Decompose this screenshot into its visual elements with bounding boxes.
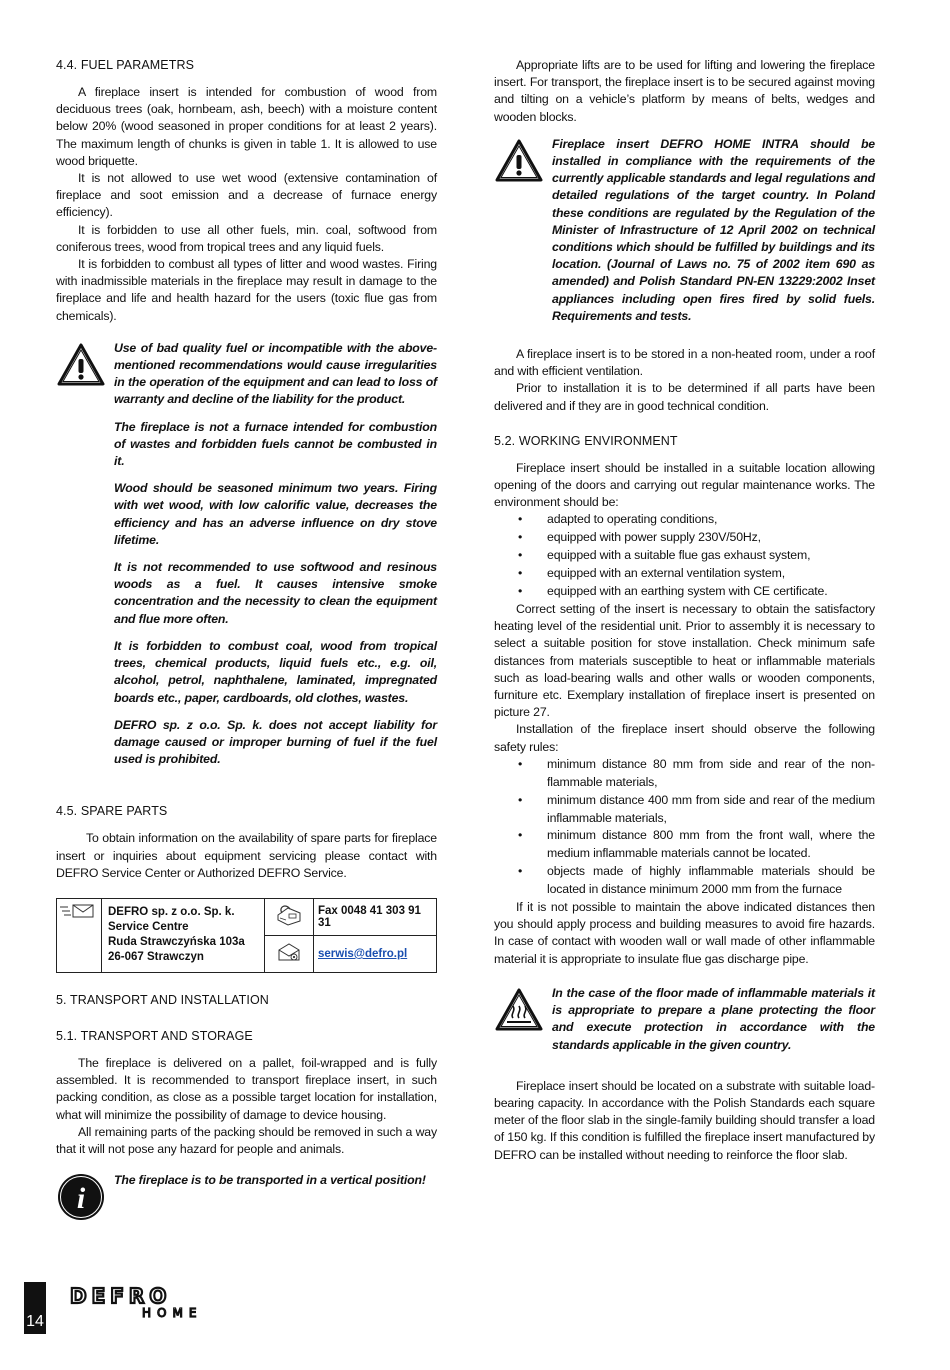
list-item: • minimum distance 800 mm from the front wall, where the medium inflammable materials cannot be located. [518, 828, 875, 861]
page-number: 14 [24, 1282, 46, 1334]
paragraph: Fireplace insert should be located on a substrate with suitable load-bearing capacity. In accordance with the Polish Standards each square meter of the floor slab in the single-family building should transfer a load of 150 kg. If this condition is fulfilled the fireplace insert manufactured by DEFRO can be installed without needing to reinforce the floor slab. [494, 1078, 875, 1162]
warning-text: It is not recommended to use softwood and resinous woods as a fuel. It causes intensive smoke concentration and the necessity to clean the equipment and flue more often. [114, 560, 437, 626]
paragraph: A fireplace insert is intended for combustion of wood from deciduous trees (oak, hornbeam, ash, beech) with a moisture content below 20% (wood seasoned in proper conditions for at least 2 years). The maximum length of chunks is given in table 1. It is allowed to use wood briquette. [56, 85, 437, 168]
warning-text: Use of bad quality fuel or incompatible with the above-mentioned recommendations would cause irregularities in the operation of the equipment and can lead to loss of warranty and decline of the liability for the product. [114, 340, 437, 407]
info-text: The fireplace is to be transported in a vertical position! [114, 1173, 426, 1188]
warning-text: DEFRO sp. z o.o. Sp. k. does not accept liability for damage caused or improper burning of fuel if the fuel used is prohibited. [114, 717, 437, 767]
left-column [56, 55, 437, 1224]
paragraph: Correct setting of the insert is necessary to obtain the satisfactory heating level of the residential unit. Prior to assembly it is necessary to select a suitable position for stove installation. Check minimum safe distances from materials susceptible to heat or inflammable materials such as load-bearing walls and other walls or wooden components, furniture etc. Exemplary installation of fireplace insert is presented on picture 27. [494, 602, 875, 720]
contact-table [56, 898, 437, 973]
email-icon-cell [265, 935, 314, 972]
list-item: • equipped with a suitable flue gas exhaust system, [518, 548, 811, 563]
list-item: • minimum distance 400 mm from side and rear of the medium inflammable materials, [518, 792, 875, 825]
address-cell [102, 898, 265, 972]
section-heading-4-5: 4.5. SPARE PARTS [56, 804, 168, 819]
paragraph: If it is not possible to maintain the above indicated distances then you should apply process and building measures to avoid fire hazards. In case of contact with wooden wall or wall made of other inflammable material it is appropriate to insulate flue gas discharge pipe. [494, 900, 875, 966]
paragraph: The fireplace is delivered on a pallet, foil-wrapped and is fully assembled. It is recommended to transport fireplace insert, in such packing condition, as close as a possible target location for installation, what will minimize the possibility of damage to device housing. [56, 1055, 437, 1122]
section-heading-5: 5. TRANSPORT AND INSTALLATION [56, 992, 269, 1007]
svg-text:HOME: HOME [142, 1306, 203, 1320]
warning-text: Fireplace insert DEFRO HOME INTRA should be installed in compliance with the requirements of the currently applicable standards and legal regulations and detailed regulations of the target country. In Poland these conditions are regulated by the Regulation of the Minister of Infrastructure of 12 April 2002 on technical conditions which should be fulfilled by buildings and its location. (Journal of Laws no. 75 of 2002 item 690 as amended) and Polish Standard PN-EN 13229:2002 Inset appliances including open fires fired by solid fuels. Requirements and tests. [552, 136, 875, 323]
right-column [494, 55, 875, 1164]
paragraph: All remaining parts of the packing should be removed in such a way that it will not pose any hazard for people and animals. [56, 1124, 437, 1156]
section-heading-5-2: 5.2. WORKING ENVIRONMENT [494, 433, 678, 448]
warning-text: In the case of the floor made of inflammable materials it is appropriate to prepare a plane protecting the floor and execute protection in accordance with the standards applicable in the given country. [552, 985, 875, 1052]
warning-text: It is forbidden to combust coal, wood from tropical trees, chemical products, liquid fuels etc., e.g. oil, alcohol, petrol, naphthalene, laminated, impregnated boards etc., paper, cardboards, old clothes, wastes. [114, 638, 437, 705]
paragraph: Appropriate lifts are to be used for lifting and lowering the fireplace insert. For transport, the fireplace insert is to be secured against moving and tilting on a vehicle’s platform by means of belts, wedges and wooden blocks. [494, 58, 875, 124]
list-item: • equipped with an earthing system with CE certificate. [518, 584, 828, 599]
fax-number: Fax 0048 41 303 91 31 [314, 898, 437, 935]
heat-warning-block [494, 985, 875, 1054]
warning-text: Wood should be seasoned minimum two years. Firing with wet wood, with low calorific value, decreases the efficiency and has an adverse influence on dry stove lifetime. [114, 481, 437, 547]
info-block [56, 1172, 437, 1224]
info-icon [56, 1172, 106, 1222]
fuel-warning-block [56, 340, 437, 768]
list-item: • equipped with an external ventilation system, [518, 566, 785, 581]
installation-warning-block [494, 136, 875, 325]
email-link[interactable]: serwis@defro.pl [318, 947, 408, 960]
hot-surface-warning-icon [494, 987, 544, 1033]
paragraph: Prior to installation it is to be determined if all parts have been delivered and if they are in good technical condition. [494, 381, 875, 413]
fax-icon [274, 903, 304, 927]
email-icon [276, 942, 302, 962]
service-centre: Service Centre [108, 921, 189, 934]
mail-cell [57, 898, 102, 972]
svg-text:DEFRO: DEFRO [70, 1286, 172, 1308]
warning-text: The fireplace is not a furnace intended for combustion of wastes and forbidden fuels cannot be combusted in it. [114, 419, 437, 469]
svg-text:i: i [76, 1182, 86, 1216]
fax-icon-cell [265, 898, 314, 935]
paragraph: Installation of the fireplace insert should observe the following safety rules: [494, 722, 875, 754]
paragraph: It is forbidden to combust all types of litter and wood wastes. Firing with inadmissible materials in the fireplace may result in damage to the fireplace and life and health hazard for the users (toxic flue gas from chemicals). [56, 257, 437, 323]
list-item: • equipped with power supply 230V/50Hz, [518, 530, 761, 545]
paragraph: A fireplace insert is to be stored in a non-heated room, under a roof and with efficient ventilation. [494, 347, 875, 379]
defro-home-logo [70, 1286, 250, 1320]
paragraph: Fireplace insert should be installed in a suitable location allowing opening of the doors and carrying out regular maintenance works. The environment should be: [494, 460, 875, 510]
warning-triangle-icon [56, 342, 106, 388]
paragraph: To obtain information on the availability of spare parts for fireplace insert or inquiries about equipment servicing please contact with DEFRO Service Center or Authorized DEFRO Service. [56, 831, 437, 880]
paragraph: It is not allowed to use wet wood (extensive contamination of fireplace and soot emission and a decrease of furnace energy efficiency). [56, 171, 437, 220]
list-item: • objects made of highly inflammable materials should be located in distance minimum 2000 mm from the furnace [518, 864, 875, 897]
section-heading-4-4: 4.4. FUEL PARAMETRS [56, 58, 195, 72]
list-item: • minimum distance 80 mm from side and rear of the non-flammable materials, [518, 756, 875, 789]
warning-triangle-icon [494, 138, 544, 184]
company-name: DEFRO sp. z o.o. Sp. k. [108, 906, 235, 919]
address-city: 26-067 Strawczyn [108, 951, 204, 964]
list-item: • adapted to operating conditions, [518, 512, 718, 527]
address-street: Ruda Strawczyńska 103a [108, 936, 245, 949]
environment-list [494, 511, 875, 601]
safety-rules-list [494, 756, 875, 899]
paragraph: It is forbidden to use all other fuels, min. coal, softwood from coniferous trees, wood from tropical trees and any liquid fuels. [56, 222, 437, 254]
envelope-icon [59, 903, 95, 919]
email-cell [314, 935, 437, 972]
section-heading-5-1: 5.1. TRANSPORT AND STORAGE [56, 1028, 253, 1043]
